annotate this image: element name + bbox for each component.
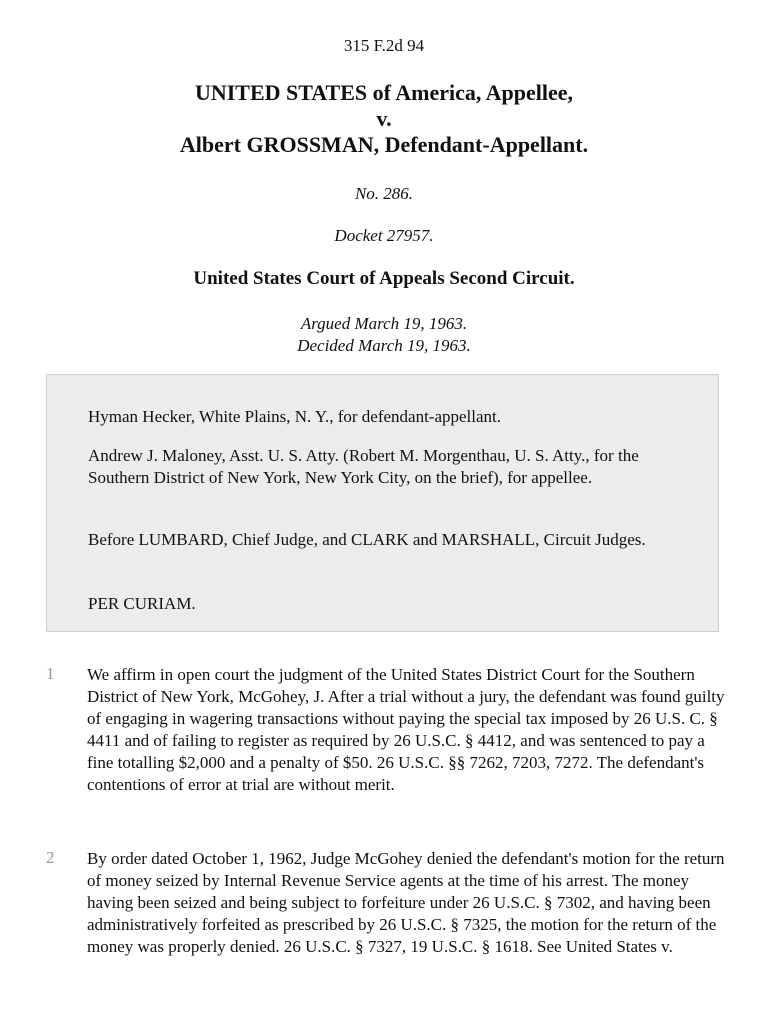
bench-judges: Before LUMBARD, Chief Judge, and CLARK and MARSHALL, Circuit Judges. — [88, 530, 646, 549]
opinion-paragraph: We affirm in open court the judgment of the United States District Court for the Southern District of New York, McGohey, J. After a trial without a jury, the defendant was found guilty of engaging in wagering transactions without paying the special tax imposed by 26 U.S. C. § 4411 and of failing to register as required by 26 U.S.C. § 4412, and was sentenced to pay a fine totalling $2,000 and a penalty of $50. 26 U.S.C. §§ 7262, 7203, 7272. The defendant's contentions of error at trial are without merit. — [87, 665, 725, 794]
case-number: No. 286. — [354, 184, 414, 203]
decided-date: Decided March 19, 1963. — [297, 336, 471, 355]
caption-appellee: UNITED STATES of America, Appellee, — [194, 80, 574, 105]
docket-number: Docket 27957. — [334, 226, 434, 245]
case-citation: 315 F.2d 94 — [343, 36, 425, 55]
per-curiam: PER CURIAM. — [88, 594, 196, 613]
argued-date: Argued March 19, 1963. — [300, 314, 468, 333]
court-name: United States Court of Appeals Second Circuit. — [193, 268, 575, 289]
case-caption — [0, 80, 768, 158]
counsel-appellee: Andrew J. Maloney, Asst. U. S. Atty. (Robert M. Morgenthau, U. S. Atty., for the Southern District of New York, New York City, on the brief), for appellee. — [88, 446, 639, 487]
paragraph-number: 1 — [46, 664, 55, 683]
caption-appellant: Albert GROSSMAN, Defendant-Appellant. — [179, 132, 589, 157]
paragraph-number: 2 — [46, 848, 55, 867]
caption-versus: v. — [376, 106, 392, 131]
opinion-paragraph: By order dated October 1, 1962, Judge McGohey denied the defendant's motion for the return of money seized by Internal Revenue Service agents at the time of his arrest. The money having been seized and being subject to forfeiture under 26 U.S.C. § 7302, and having been administratively forfeited as prescribed by 26 U.S.C. § 7325, the motion for the return of the money was properly denied. 26 U.S.C. § 7327, 19 U.S.C. § 1618. See United States v. — [87, 849, 725, 956]
counsel-panel — [46, 374, 719, 632]
case-dates — [0, 313, 768, 357]
counsel-appellant: Hyman Hecker, White Plains, N. Y., for defendant-appellant. — [88, 407, 502, 426]
